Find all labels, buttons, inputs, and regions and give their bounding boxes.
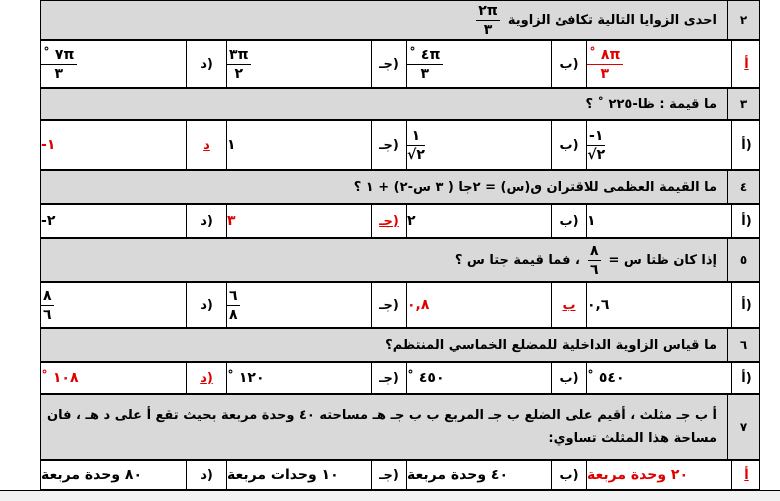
fraction-denominator: ٢√ [587,146,606,163]
question-number: ٧ [728,394,760,460]
option-letter[interactable]: ب) [551,121,586,169]
fraction-denominator: ٣ [54,65,64,82]
option-text: ٢- [41,213,56,229]
option-value[interactable] [41,283,186,327]
question-text: ما القيمة العظمى للاقتران ٯ(س) = ٢جا ( ٣ س-٢) + ١ ؟ [353,179,717,195]
option-value[interactable] [41,363,186,393]
option-letter[interactable]: جـ) [371,283,406,327]
fraction-numerator: ١ [411,127,421,144]
question-text-line2: مساحة هذا المثلث تساوي: [548,431,717,446]
option-value[interactable] [226,121,371,169]
fraction-numerator: ٢π [478,2,498,19]
fraction [588,244,601,277]
fraction-numerator: ٤π ˚ [409,46,441,63]
question-text: ما قياس الزاوية الداخلية للمضلع الخماسي المنتظم؟ [385,337,717,353]
answer-options-row [40,282,760,328]
option-text: ٨٠ وحدة مربعة [41,467,143,483]
option-letter[interactable]: أ) [731,121,761,169]
option-letter[interactable]: جـ) [371,205,406,237]
question-number: ٢ [728,0,760,40]
fraction-numerator: ٧π ˚ [43,46,75,63]
option-text: ١٠٨ ˚ [41,370,79,386]
fraction [407,129,425,162]
question-number: ٦ [728,328,760,362]
fraction-denominator: ٣ [483,21,493,38]
fraction-denominator: ٨ [229,306,238,323]
option-value[interactable] [586,121,731,169]
question-number: ٤ [728,170,760,204]
option-value[interactable] [586,461,731,489]
option-letter[interactable]: د) [186,41,226,87]
question-text: ما قيمة : ظا-٢٢٥ ˚ ؟ [585,96,717,112]
option-letter[interactable]: د [186,121,226,169]
fraction-numerator: ٨ [43,287,52,304]
question-prompt-row [40,0,728,40]
option-text: ٣ [227,213,236,229]
option-value[interactable] [406,283,551,327]
option-value[interactable] [41,41,186,87]
fraction-numerator: ١- [589,127,604,144]
option-letter[interactable]: أ) [731,283,761,327]
option-letter[interactable]: ب [551,283,586,327]
option-value[interactable] [41,121,186,169]
option-text: ٢٠ وحدة مربعة [587,467,689,483]
option-letter[interactable]: أ) [731,363,761,393]
question-prompt-row [40,88,728,120]
fraction-numerator: ٨ [589,242,599,259]
option-letter[interactable]: ب) [551,461,586,489]
option-value[interactable] [226,461,371,489]
option-text: ٤٥٠ ˚ [407,370,445,386]
fraction [41,48,77,81]
fraction [476,4,500,37]
question-prompt-row [40,238,728,282]
option-value[interactable] [226,283,371,327]
fraction [587,129,605,162]
fraction-denominator: ٦ [589,261,599,278]
fraction-numerator: ٨π ˚ [589,46,621,63]
answer-options-row [40,460,760,490]
fraction-denominator: ٦ [43,306,52,323]
option-text: ٠,٨ [407,297,430,313]
option-value[interactable] [406,121,551,169]
answer-options-row [40,204,760,238]
fraction-denominator: ٢√ [407,146,425,163]
fraction-denominator: ٢ [234,65,244,82]
option-text: ٤٠ وحدة مربعة [407,467,509,483]
option-value[interactable] [226,205,371,237]
answer-options-row [40,362,760,394]
option-letter[interactable]: أ [731,461,761,489]
option-letter[interactable]: د) [186,205,226,237]
option-value[interactable] [406,461,551,489]
fraction [227,48,251,81]
option-value[interactable] [586,41,731,87]
option-letter[interactable]: جـ) [371,363,406,393]
option-letter[interactable]: د) [186,461,226,489]
option-letter[interactable]: د) [186,283,226,327]
option-text: ١- [41,137,56,153]
fraction [587,48,623,81]
option-letter[interactable]: د) [186,363,226,393]
question-text: إذا كان ظتا س = [608,252,717,268]
option-text: ٠,٦ [587,297,610,313]
fraction [227,289,240,322]
option-text: ١٠ وحدات مربعة [227,467,339,483]
option-letter[interactable]: ب) [551,41,586,87]
question-prompt-row [40,394,728,460]
option-value[interactable] [41,205,186,237]
option-letter[interactable]: أ [731,41,761,87]
option-letter[interactable]: ب) [551,363,586,393]
option-letter[interactable]: ب) [551,205,586,237]
option-value[interactable] [586,205,731,237]
question-number: ٥ [728,238,760,282]
next-question-strip [0,490,780,501]
option-text: ٥٤٠ ˚ [587,370,625,386]
question-prompt-row [40,170,728,204]
question-text-tail: ، فما قيمة جتا س ؟ [454,252,580,268]
question-text: احدى الزوايا التالية تكافئ الزاوية [507,12,717,28]
option-text: ١ [587,213,596,229]
fraction [41,289,54,322]
fraction-numerator: ٦ [229,287,238,304]
option-text: ١ [227,137,236,153]
question-number: ٣ [728,88,760,120]
option-value[interactable] [41,461,186,489]
option-value[interactable] [226,363,371,393]
answer-options-row [40,40,760,88]
option-value[interactable] [586,283,731,327]
option-letter[interactable]: أ) [731,205,761,237]
option-value[interactable] [406,363,551,393]
fraction-numerator: ٣π [229,46,249,63]
fraction [407,48,443,81]
fraction-denominator: ٣ [600,65,610,82]
option-letter[interactable]: جـ) [371,461,406,489]
question-text: أ ب جـ مثلث ، أقيم على الضلع ب جـ المربع ب ب جـ هـ مساحته ٤٠ وحدة مربعة بحيث تقع أ على د هـ ، فان [47,408,717,423]
option-text: ٢ [407,213,416,229]
option-value[interactable] [406,205,551,237]
option-value[interactable] [406,41,551,87]
option-text: ١٢٠ ˚ [227,370,265,386]
option-value[interactable] [226,41,371,87]
answer-options-row [40,120,760,170]
fraction-denominator: ٣ [420,65,430,82]
option-letter[interactable]: جـ) [371,41,406,87]
option-value[interactable] [586,363,731,393]
option-letter[interactable]: جـ) [371,121,406,169]
question-prompt-row [40,328,728,362]
